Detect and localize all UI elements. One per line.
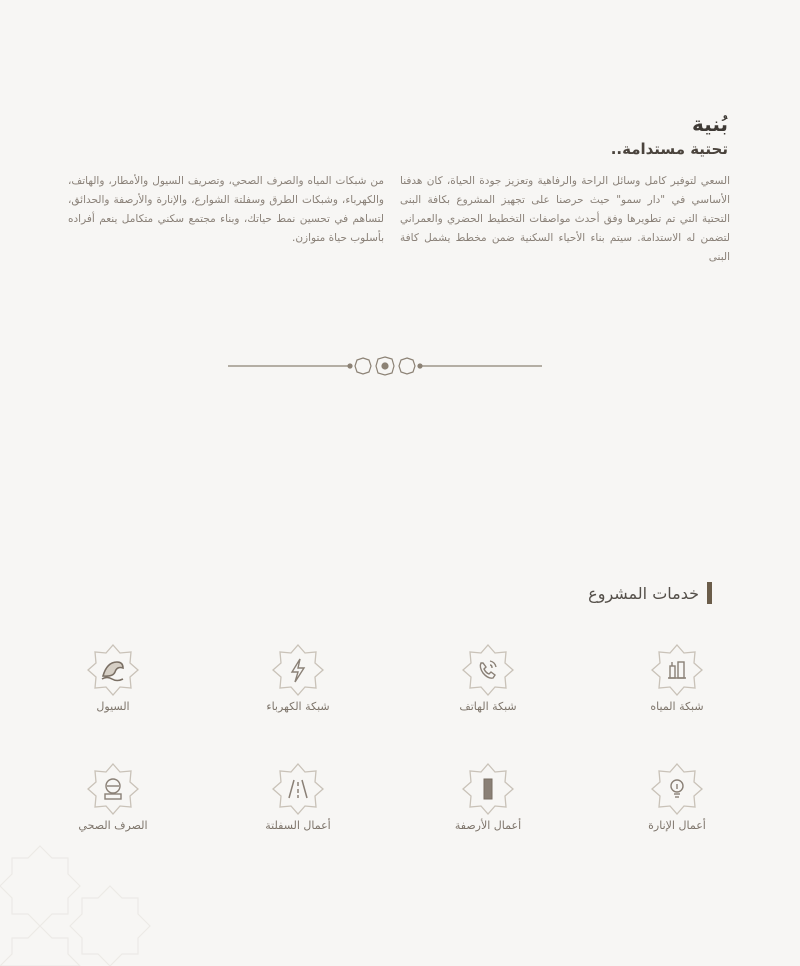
service-item — [617, 763, 737, 832]
service-item — [53, 644, 173, 713]
lightning-icon — [272, 644, 324, 696]
service-item — [53, 763, 173, 832]
service-item — [617, 644, 737, 713]
ornamental-divider — [228, 352, 542, 380]
service-label: أعمال الإنارة — [648, 819, 706, 832]
intro-paragraph-right: السعي لتوفير كامل وسائل الراحة والرفاهية وتعزيز جودة الحياة، كان هدفنا الأساسي في "دار سمو" حيث حرصنا على تجهيز المشروع بكافة البنى التحتية التي تم تطويرها وفق أحدث مواصفات التخطيط الحضري والعمراني لتضمن له الاستدامة. سيتم بناء الأحياء السكنية ضمن مخطط يشمل كافة البنى — [400, 175, 730, 263]
star-pattern-watermark — [0, 826, 170, 966]
intro-paragraph-left: من شبكات المياه والصرف الصحي، وتصريف السيول والأمطار، والهاتف، والكهرباء، وشبكات الطرق وسفلتة الشوارع، والإنارة والأرصفة والحدائق، لتساهم في تحسين نمط حياتك، وبناء مجتمع سكني متكامل ينعم أفراده بأسلوب حياة متوازن. — [68, 175, 384, 244]
service-label: السيول — [96, 700, 130, 713]
services-heading-text: خدمات المشروع — [588, 583, 699, 603]
heading-accent-bar — [707, 582, 712, 604]
service-label: الصرف الصحي — [78, 819, 148, 832]
water-network-icon — [651, 644, 703, 696]
service-label: شبكة الهاتف — [459, 700, 517, 713]
services-heading — [588, 582, 712, 604]
flood-wave-icon — [87, 644, 139, 696]
service-label: أعمال السفلتة — [265, 819, 331, 832]
sewage-icon — [87, 763, 139, 815]
page-title: بُنية — [692, 112, 728, 136]
light-bulb-icon — [651, 763, 703, 815]
service-item — [428, 763, 548, 832]
sidewalk-icon — [462, 763, 514, 815]
service-item — [428, 644, 548, 713]
service-label: أعمال الأرصفة — [454, 819, 522, 832]
page-subtitle: تحتية مستدامة.. — [610, 140, 728, 158]
phone-icon — [462, 644, 514, 696]
service-item — [238, 763, 358, 832]
service-label: شبكة الكهرباء — [266, 700, 330, 713]
service-label: شبكة المياه — [650, 700, 704, 713]
service-item — [238, 644, 358, 713]
road-icon — [272, 763, 324, 815]
